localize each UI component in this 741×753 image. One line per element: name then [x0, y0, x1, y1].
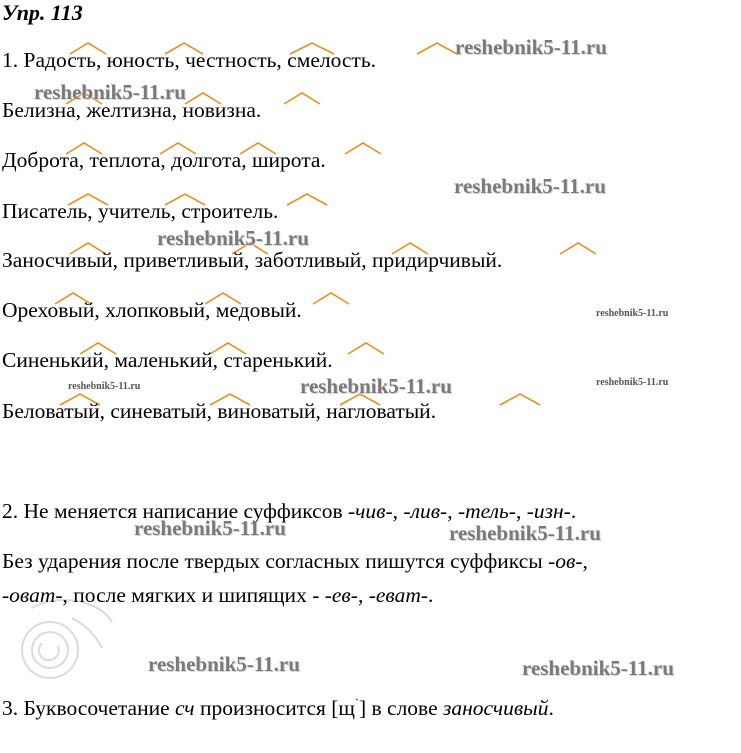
- arc: [560, 243, 596, 254]
- paragraph-3: [2, 690, 554, 721]
- text: ] в слове: [358, 696, 443, 721]
- text: ,: [447, 499, 458, 523]
- text: ,: [582, 549, 588, 573]
- arc: [417, 43, 457, 54]
- text: ,: [392, 499, 404, 523]
- page-title: Упр. 113: [2, 0, 83, 25]
- text-line-3: Доброта, теплота, долгота, широта.: [2, 148, 326, 172]
- long-sound-mark: ˋ: [354, 696, 359, 710]
- suffix: -еват-: [368, 583, 429, 607]
- arc: [313, 293, 349, 304]
- arc: [345, 143, 381, 154]
- example-word: заносчивый: [443, 696, 549, 721]
- text-line-4: Писатель, учитель, строитель.: [2, 199, 279, 223]
- suffix: -ев-: [324, 583, 358, 607]
- text: ,: [515, 499, 527, 523]
- arc: [287, 194, 327, 205]
- text-line-5: Заносчивый, приветливый, заботливый, придирчивый.: [2, 248, 503, 272]
- text-line-6: Ореховый, хлопковый, медовый.: [2, 298, 302, 322]
- text-line-8: Беловатый, синеватый, виноватый, нагловатый.: [2, 399, 437, 423]
- text-line-1: 1. Радость, юность, честность, смелость.: [2, 48, 377, 72]
- paragraph-2-line-2: [2, 548, 588, 574]
- text: 2. Не меняется написание суффиксов: [2, 499, 348, 523]
- watermark: reshebnik5-11.ru: [522, 656, 674, 680]
- arc: [500, 394, 540, 405]
- text: , после мягких и шипящих -: [62, 583, 325, 607]
- text: .: [428, 583, 434, 607]
- watermark: reshebnik5-11.ru: [148, 652, 300, 676]
- text: Без ударения после твердых согласных пишутся суффиксы: [2, 549, 549, 573]
- watermark: reshebnik5-11.ru: [68, 381, 141, 392]
- suffix: -оват-: [2, 583, 63, 607]
- watermark: reshebnik5-11.ru: [455, 35, 607, 59]
- letter-combination: сч: [175, 696, 195, 721]
- watermark: reshebnik5-11.ru: [596, 377, 669, 388]
- text: произносится [щ: [194, 696, 355, 721]
- watermark: reshebnik5-11.ru: [449, 521, 601, 545]
- text: .: [548, 696, 554, 721]
- arc: [348, 343, 384, 354]
- watermark: reshebnik5-11.ru: [34, 80, 186, 104]
- suffix: -ов-: [548, 549, 583, 573]
- text-line-2: Белизна, желтизна, новизна.: [2, 98, 262, 122]
- suffix: -лив-: [403, 499, 448, 523]
- text: ,: [357, 583, 369, 607]
- suffix: -изн-: [526, 499, 571, 523]
- text: 3. Буквосочетание: [2, 696, 176, 721]
- watermark: reshebnik5-11.ru: [454, 174, 606, 198]
- watermark: reshebnik5-11.ru: [157, 226, 309, 250]
- paragraph-2-line-3: [2, 582, 433, 608]
- text-line-7: Синенький, маленький, старенький.: [2, 348, 333, 372]
- watermark: reshebnik5-11.ru: [596, 308, 669, 319]
- watermark: reshebnik5-11.ru: [300, 374, 452, 398]
- text: .: [570, 499, 577, 523]
- arc: [284, 93, 320, 104]
- watermark: reshebnik5-11.ru: [134, 516, 286, 540]
- suffix: -тель-: [457, 499, 516, 523]
- suffix: -чив-: [348, 499, 393, 523]
